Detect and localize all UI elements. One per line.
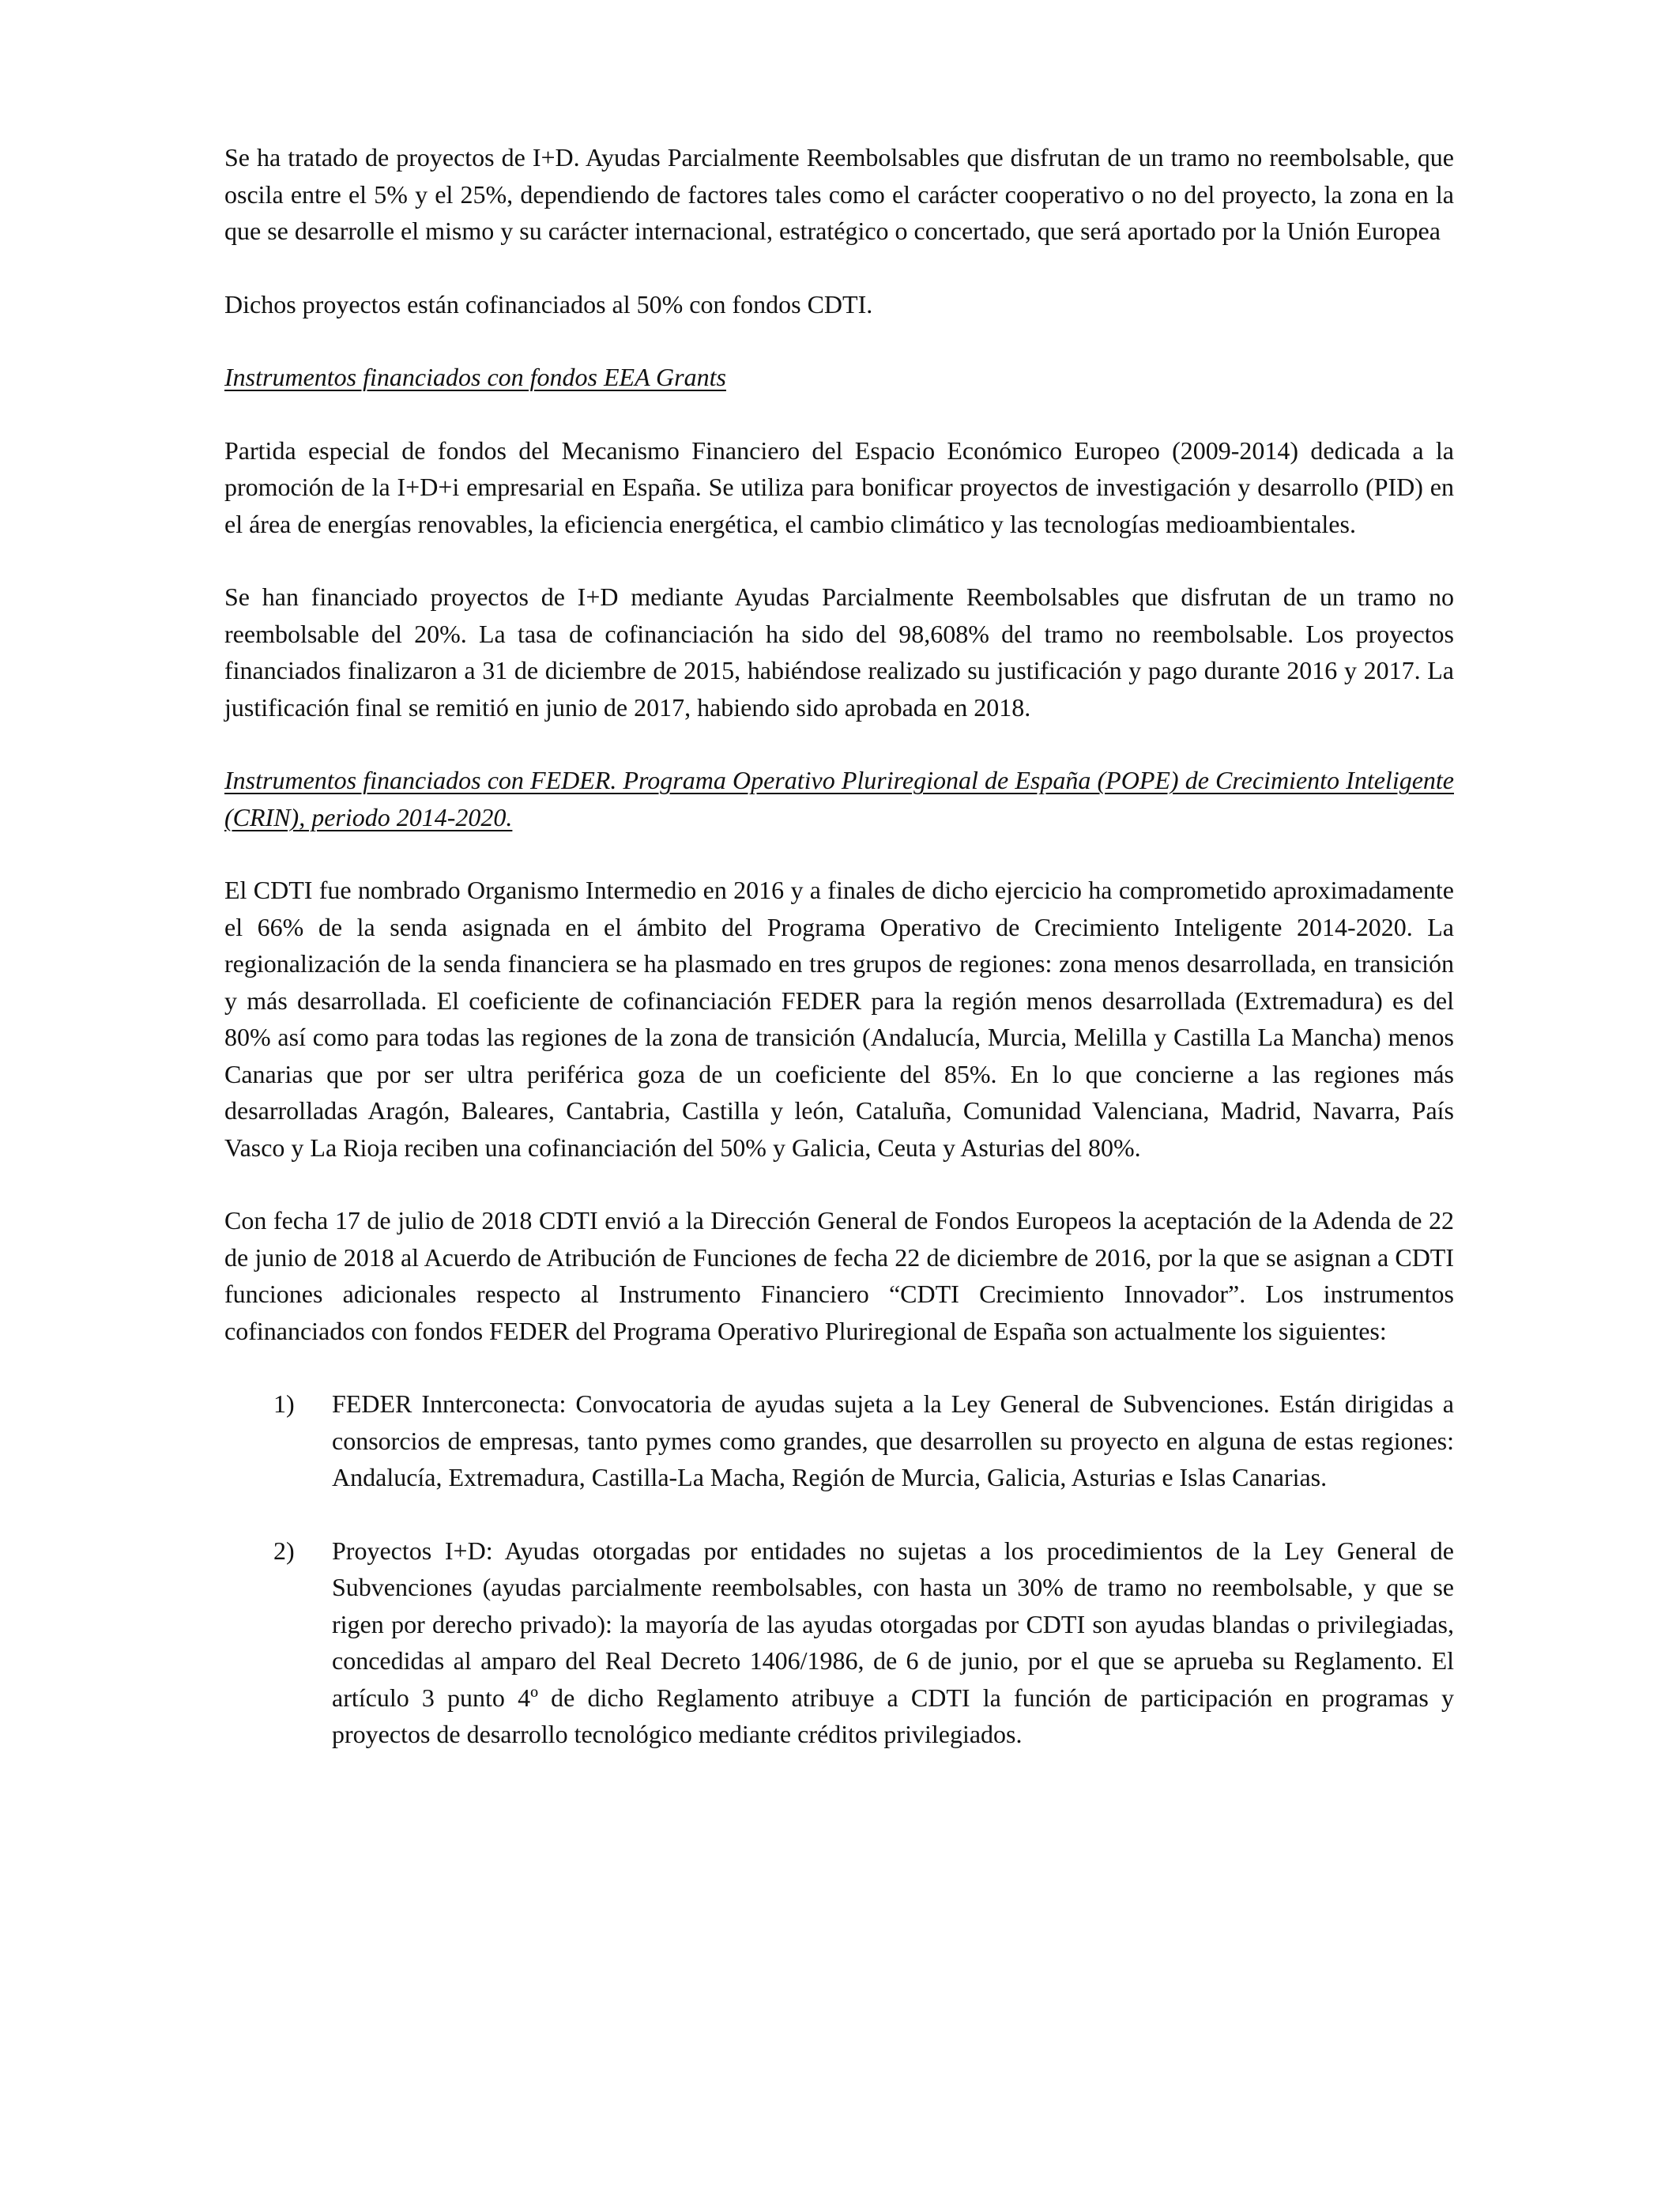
list-item-text: FEDER Innterconecta: Convocatoria de ayudas sujeta a la Ley General de Subvenciones. Están dirigidas a consorcios de empresas, tanto pymes como grandes, que desarrollen su proyecto en alguna de estas regiones: Andalucía, Extremadura, Castilla-La Macha, Región de Murcia, Galicia, Asturias e Islas Canarias.: [332, 1389, 1454, 1491]
paragraph-cofinancing-cdti: Dichos proyectos están cofinanciados al 50% con fondos CDTI.: [224, 289, 873, 319]
list-item-text: Proyectos I+D: Ayudas otorgadas por entidades no sujetas a los procedimientos de la Ley General de Subvenciones (ayudas parcialmente reembolsables, con hasta un 30% de tramo no reembolsable, y que se rigen por derecho privado): la mayoría de las ayudas otorgadas por CDTI son ayudas blandas o privilegiadas, concedidas al amparo del Real Decreto 1406/1986, de 6 de junio, por el que se aprueba su Reglamento. El artículo 3 punto 4º de dicho Reglamento atribuye a CDTI la función de participación en programas y proyectos de desarrollo tecnológico mediante créditos privilegiados.: [332, 1536, 1454, 1748]
paragraph-feder-addendum: Con fecha 17 de julio de 2018 CDTI envió a la Dirección General de Fondos Europeos la aceptación de la Adenda de 22 de junio de 2018 al Acuerdo de Atribución de Funciones de fecha 22 de diciembre de 2016, por la que se asignan a CDTI funciones adicionales respecto al Instrumento Financiero “CDTI Crecimiento Innovador”. Los instrumentos cofinanciados con fondos FEDER del Programa Operativo Pluriregional de España son actualmente los siguientes:: [224, 1206, 1454, 1345]
list-item-number: 1): [273, 1389, 295, 1418]
section-heading-eea-grants: Instrumentos financiados con fondos EEA Grants: [224, 363, 726, 391]
paragraph-feder-regions: El CDTI fue nombrado Organismo Intermedio en 2016 y a finales de dicho ejercicio ha comprometido aproximadamente el 66% de la senda asignada en el ámbito del Programa Operativo de Crecimiento Inteligente 2014-2020. La regionalización de la senda financiera se ha plasmado en tres grupos de regiones: zona menos desarrollada, en transición y más desarrollada. El coeficiente de cofinanciación FEDER para la región menos desarrollada (Extremadura) es del 80% así como para todas las regiones de la zona de transición (Andalucía, Murcia, Melilla y Castilla La Mancha) menos Canarias que por ser ultra periférica goza de un coeficiente del 85%. En lo que concierne a las regiones más desarrolladas Aragón, Baleares, Cantabria, Castilla y león, Cataluña, Comunidad Valenciana, Madrid, Navarra, País Vasco y La Rioja reciben una cofinanciación del 50% y Galicia, Ceuta y Asturias del 80%.: [224, 876, 1454, 1162]
section-heading-feder: Instrumentos financiados con FEDER. Programa Operativo Pluriregional de España (POPE) de Crecimiento Inteligente (CRIN), periodo 2014-2020.: [224, 766, 1454, 831]
paragraph-eea-financing: Se han financiado proyectos de I+D mediante Ayudas Parcialmente Reembolsables que disfrutan de un tramo no reembolsable del 20%. La tasa de cofinanciación ha sido del 98,608% del tramo no reembolsable. Los proyectos financiados finalizaron a 31 de diciembre de 2015, habiéndose realizado su justificación y pago durante 2016 y 2017. La justificación final se remitió en junio de 2017, habiendo sido aprobada en 2018.: [224, 582, 1454, 722]
list-item: [224, 1385, 1454, 1496]
paragraph-id-projects: Se ha tratado de proyectos de I+D. Ayudas Parcialmente Reembolsables que disfrutan de un tramo no reembolsable, que oscila entre el 5% y el 25%, dependiendo de factores tales como el carácter cooperativo o no del proyecto, la zona en la que se desarrolle el mismo y su carácter internacional, estratégico o concertado, que será aportado por la Unión Europea: [224, 143, 1454, 245]
instruments-list: [224, 1385, 1454, 1753]
list-item: [224, 1532, 1454, 1753]
paragraph-eea-description: Partida especial de fondos del Mecanismo Financiero del Espacio Económico Europeo (2009-2014) dedicada a la promoción de la I+D+i empresarial en España. Se utiliza para bonificar proyectos de investigación y desarrollo (PID) en el área de energías renovables, la eficiencia energética, el cambio climático y las tecnologías medioambientales.: [224, 435, 1454, 538]
list-item-number: 2): [273, 1536, 295, 1565]
document-body: [224, 139, 1454, 1789]
